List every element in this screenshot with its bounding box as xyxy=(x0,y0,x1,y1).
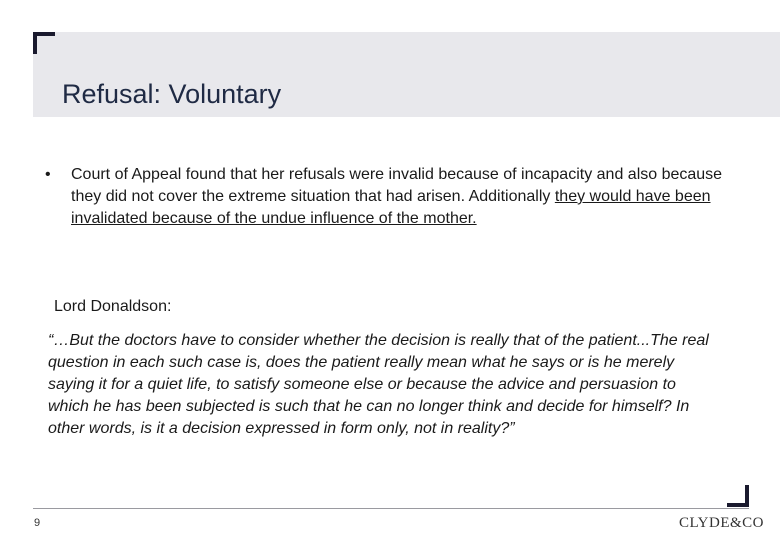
bullet-point xyxy=(45,164,725,230)
bullet-text-plain: Court of Appeal found that her refusals were invalid because of incapacity and also because they did not cover the extreme situation that had arisen. Additionally xyxy=(71,166,723,205)
quote-text: “…But the doctors have to consider whether the decision is really that of the patient...The real question in each such case is, does the patient really mean what he says or is he merely saying it for a quiet life, to satisfy someone else or because the advice and persuasion to which he has been subjected is such that he can no longer think and decide for himself? In other words, is it a decision expressed in form only, not in reality?” xyxy=(48,332,709,437)
bullet-text xyxy=(71,164,725,230)
bullet-text-underlined: they would have been invalidated because of the undue influence of the mother. xyxy=(71,188,711,227)
corner-mark-bottom-right-vertical xyxy=(745,485,749,507)
page-number: 9 xyxy=(34,517,41,529)
footer-divider xyxy=(33,508,749,509)
slide-title: Refusal: Voluntary xyxy=(62,79,282,109)
company-logo: CLYDE&CO xyxy=(679,515,764,531)
corner-mark-top-left-vertical xyxy=(33,32,37,54)
speaker-label: Lord Donaldson: xyxy=(54,298,172,315)
bullet-marker: • xyxy=(45,166,51,183)
